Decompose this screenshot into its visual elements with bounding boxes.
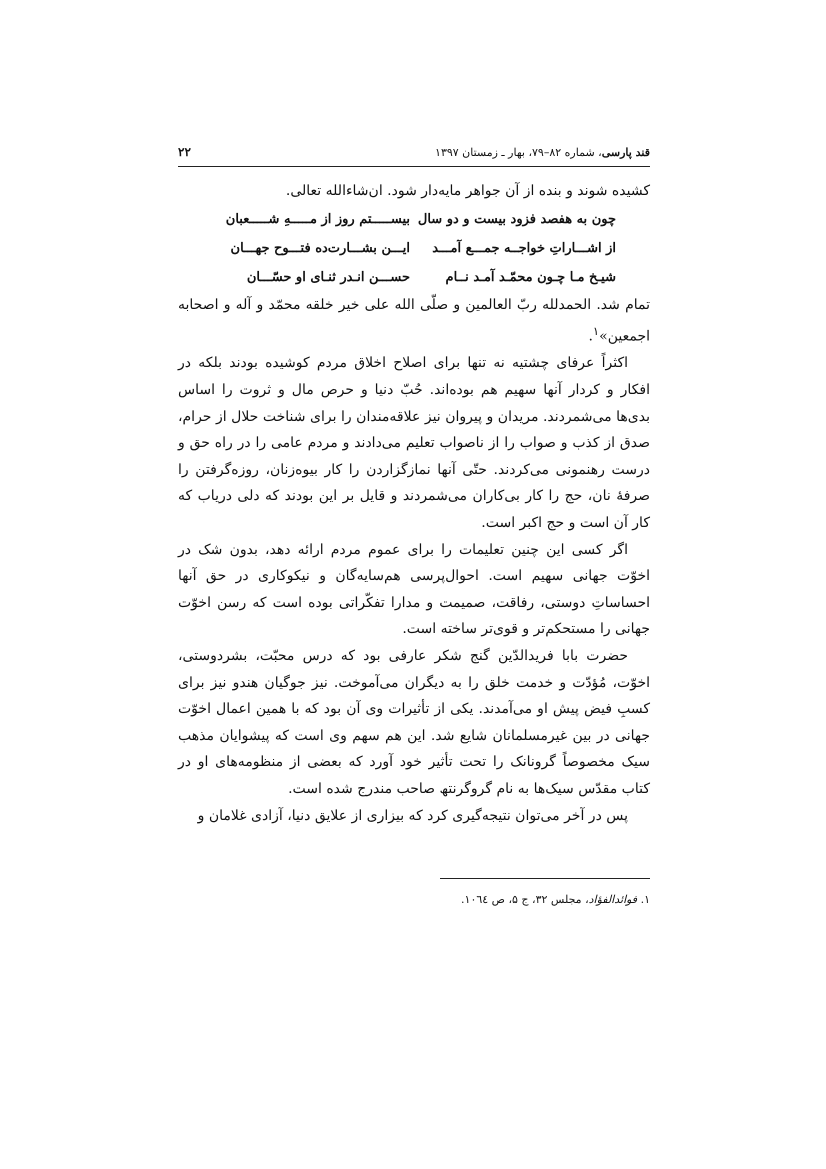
verse-hemistich-2: حســـن انـدر ثنـای او حسّـــان <box>246 269 410 285</box>
journal-info <box>435 146 650 159</box>
poem-verse <box>178 234 650 263</box>
verse-hemistich-2: بیســـــتم روز از مـــــهِ شـــــعبان <box>225 211 410 227</box>
footnote-ref: ۱ <box>592 324 600 339</box>
footnote-divider <box>440 878 650 879</box>
quote-end-text: تمام شد. الحمدلله ربّ العالمین و صلّی الله علی خیر خلقه محمّد و آله و اصحابه اجمعین» <box>178 296 650 345</box>
poem <box>178 205 650 292</box>
page-number: ۲۲ <box>178 145 191 159</box>
header-divider <box>178 166 650 167</box>
verse-hemistich-1: از اشـــاراتِ خواجــه جمـــع آمـــد <box>432 240 616 256</box>
issue-info: ، شماره ۸۲–۷۹، بهار ـ زمستان ۱۳۹۷ <box>435 146 602 159</box>
verse-hemistich-1: چون به هفصد فزود بیست و دو سال <box>417 211 616 227</box>
paragraph-opening: کشیده شوند و بنده از آن جواهر مایه‌دار شود. ان‌شاءالله تعالی. <box>285 183 650 199</box>
paragraph-quote-end <box>178 292 650 351</box>
running-header <box>178 142 650 164</box>
poem-verse <box>178 205 650 234</box>
verse-hemistich-2: ایـــن بشـــارت‌ده فتـــوح جهـــان <box>230 240 410 256</box>
footnote <box>178 890 650 910</box>
footnote-number: ۱. <box>640 893 650 906</box>
paragraph: حضرت بابا فریدالدّین گنج شکر عارفی بود که درس محبّت، بشردوستی، اخوّت، مُؤدّت و خدمت خلق را به دیگران می‌آموخت. نیز جوگیان هندو نیز برای کسبِ فیض پیش او می‌آمدند. یکی از تأثیرات وی آن بود که با همین اعمال اخوّت جهانی در بین غیرمسلمانان شایع شد. این هم سهم وی است که پیشوایان مذهب سیک مخصوصاً گرونانک را تحت تأثیر خود آورد که بعضی از منظومه‌های او در کتاب مقدّس سیک‌ها به نام گروگرنتھ صاحب مندرج شده است. <box>178 647 650 797</box>
quote-end-tail: . <box>588 328 593 345</box>
paragraph: اکثراً عرفای چشتیه نه تنها برای اصلاح اخلاق مردم کوشیده بودند بلکه در افکار و کردار آنها سهیم هم بوده‌اند. حُبّ دنیا و حرص مال و ثروت را اساس بدی‌ها می‌شمردند. مریدان و پیروان نیز علاقه‌مندان را برای شناخت حلال از حرام، صدق از کذب و صواب را از ناصواب تعلیم می‌دادند و مردم عامی را در راه حق و درست رهنمونی می‌کردند. حتّی آنها نمازگزاردن را کار بیوه‌زنان، روزه‌گرفتن را صرفهٔ نان، حج را کار بی‌کاران می‌شمردند و قایل بر این بودند که دلی دریاب که کار آن است و حج اکبر است. <box>178 355 650 531</box>
poem-verse <box>178 263 650 292</box>
main-text <box>178 178 650 829</box>
paragraph: اگر کسی این چنین تعلیمات را برای عموم مردم ارائه دهد، بدون شک در اخوّت جهانی سهیم است. احوال‌پرسی هم‌سایه‌گان و نیکوکاری در حق آنها احساساتِ دوستی، رفاقت، صمیمت و مدارا تفکّراتی بوده است که رسن اخوّت جهانی را مستحکم‌تر و قوی‌تر ساخته است. <box>178 541 650 638</box>
footnote-rest: ، مجلس ۳۲، ج ۵، ص ۱۰٦٤. <box>461 893 589 906</box>
journal-name: قند پارسی <box>601 146 650 159</box>
paragraph: پس در آخر می‌توان نتیجه‌گیری کرد که بیزاری از علایق دنیا، آزادی غلامان و <box>197 807 628 824</box>
footnote-title: فوائدالفؤاد <box>588 893 638 906</box>
verse-hemistich-1: شیـخ مـا چـون محمّـد آمـد نــام <box>445 269 616 285</box>
